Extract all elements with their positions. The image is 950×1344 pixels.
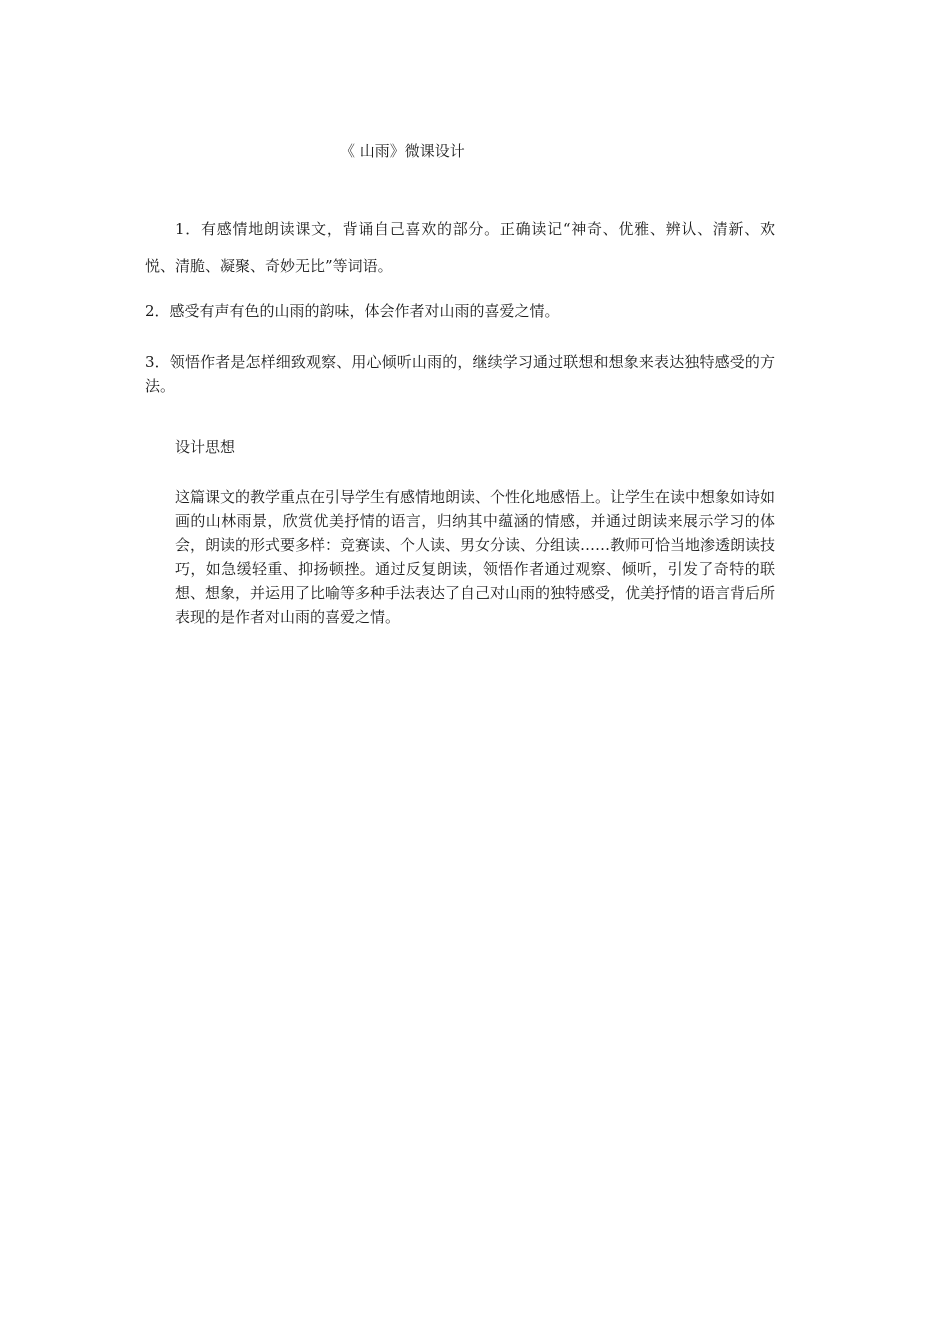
objective-2: 2．感受有声有色的山雨的韵味，体会作者对山雨的喜爱之情。 — [145, 302, 560, 320]
document-title: 《 山雨》微课设计 — [340, 142, 465, 160]
objective-1: 1．有感情地朗读课文，背诵自己喜欢的部分。正确读记“神奇、优雅、辨认、清新、欢悦、清脆、凝聚、奇妙无比”等词语。 — [145, 220, 775, 275]
section-heading: 设计思想 — [175, 438, 236, 456]
section-body: 这篇课文的教学重点在引导学生有感情地朗读、个性化地感悟上。让学生在读中想象如诗如画的山林雨景，欣赏优美抒情的语言，归纳其中蕴涵的情感，并通过朗读来展示学习的体会，朗读的形式要多样：竞赛读、个人读、男女分读、分组读……教师可恰当地渗透朗读技巧，如急缓轻重、抑扬顿挫。通过反复朗读，领悟作者通过观察、倾听，引发了奇特的联想、想象，并运用了比喻等多种手法表达了自己对山雨的独特感受，优美抒情的语言背后所表现的是作者对山雨的喜爱之情。 — [175, 488, 776, 626]
objective-3: 3．领悟作者是怎样细致观察、用心倾听山雨的，继续学习通过联想和想象来表达独特感受的方法。 — [145, 353, 775, 395]
